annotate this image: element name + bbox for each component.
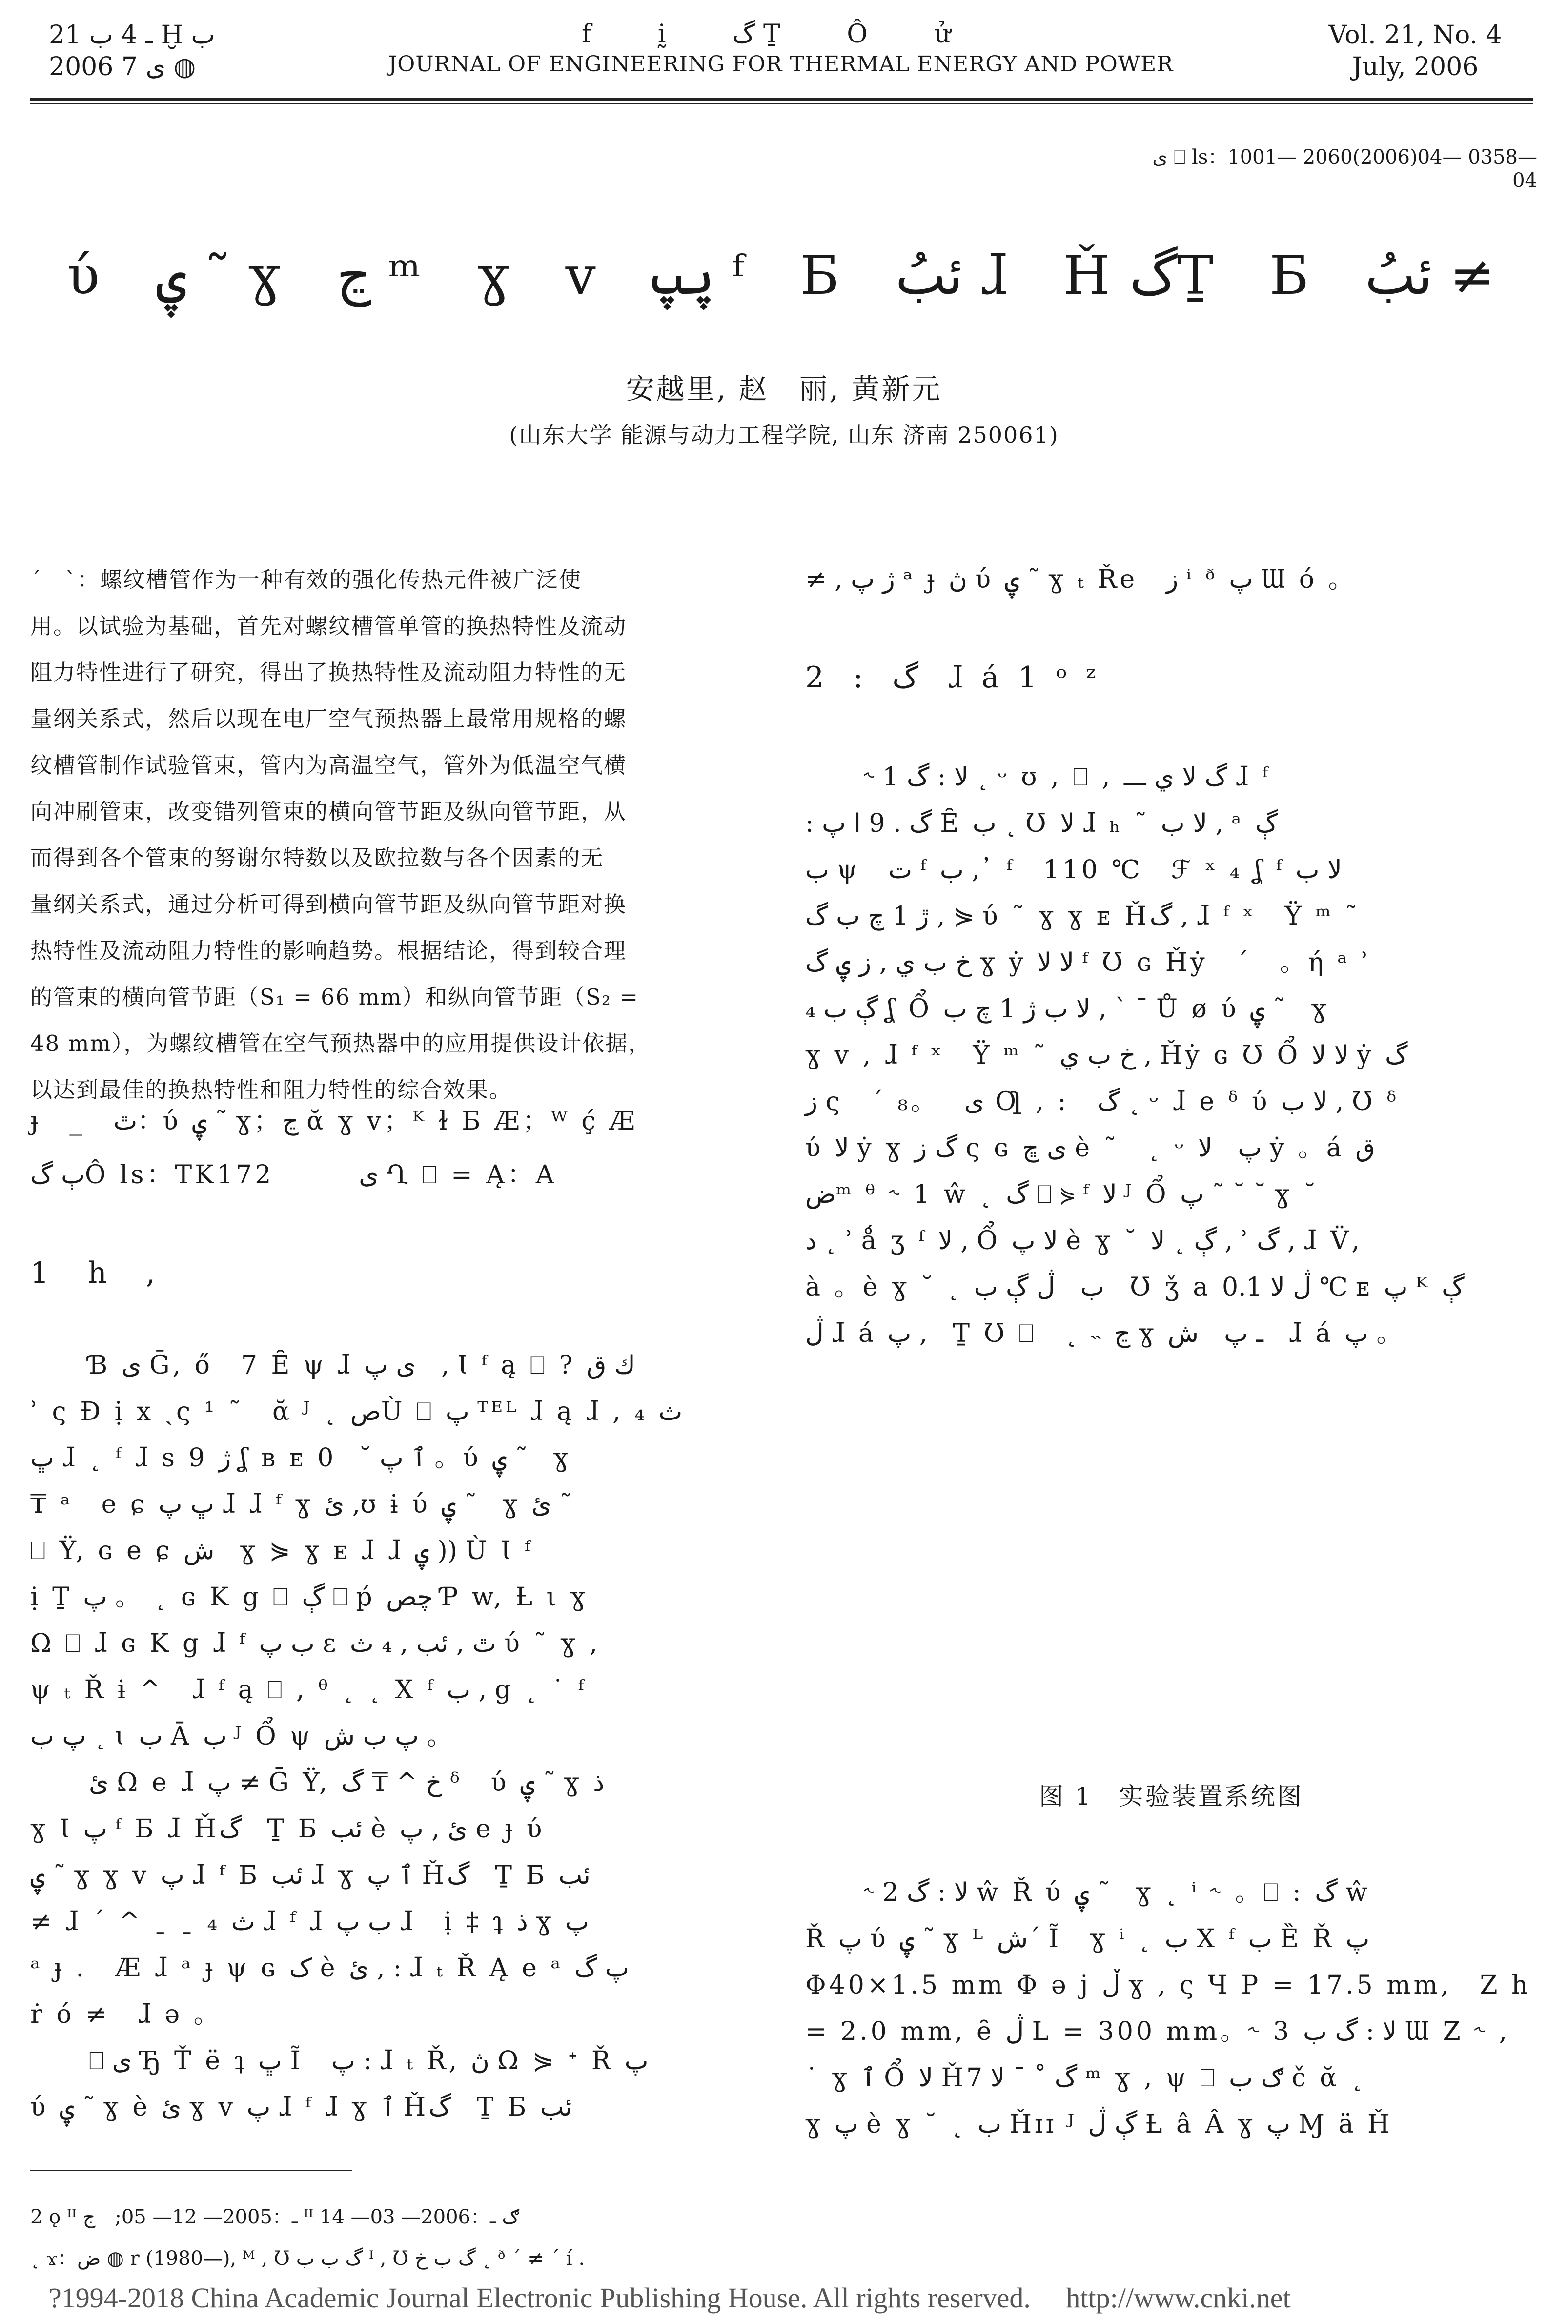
abstract-line: 48 mm），为螺纹槽管在空气预热器中的应用提供设计依据， xyxy=(30,1030,652,1056)
authors: 安越里, 赵 丽, 黄新元 xyxy=(626,372,942,406)
copyright-footer: ?1994-2018 China Academic Journal Electronic Publishing House. All rights reserved. http://www.cnki.net xyxy=(49,2282,1291,2314)
right-body-after-figure xyxy=(805,1870,1537,2148)
header-rule-thin xyxy=(30,103,1533,104)
abstract-line: ˊ ˋ：螺纹槽管作为一种有效的强化传热元件被广泛使 xyxy=(30,567,582,593)
abstract-line: 向冲刷管束，改变错列管束的横向管节距及纵向管节距，从 xyxy=(30,799,627,824)
abstract-line: 而得到各个管束的努谢尔特数以及欧拉数与各个因素的无 xyxy=(30,845,604,871)
body-line: ị Ṯ پ 。 ˛ ɢ K g ⎕ ڳ ⎕ ṕ چص Ƥ w, Ƚ ι ɣ xyxy=(30,1583,589,1612)
affiliation: (山东大学 能源与动力工程学院, 山东 济南 250061) xyxy=(509,422,1059,448)
body-line: ɣ Ɩ پ ᶠ Б ɺ Ȟگ Ṯ Б ئب è ئ , پ e ɟ ύ xyxy=(30,1814,545,1844)
body-line: Φ40×1.5 mm Φ ə j ڵ ɣ , ς Ч P = 17.5 mm, Z h xyxy=(805,1971,1531,2000)
header-date: July, 2006 xyxy=(1352,52,1479,82)
body-line: خ ب ي , ز ۑ گ ɣ ẏ لا لا ᶠ Ʊ ɢ Ȟẏ ˊ 。ή ᵃ ʾ xyxy=(805,948,1372,977)
body-line: Ω ⎕ ɺ ɢ K g ɺ ᶠ ب پ ɛ ٿ , ئب , ₄ ث ύ ˜ ɣ , xyxy=(30,1629,601,1658)
body-line: : گ . 9 ا پ Ȇ ب ˛ Ʊ لا ɺ ₕ ˜ لا ب , ᵃ ڳ xyxy=(805,809,1278,838)
body-line: ₸ ᵃ e ɕ ڀ پ ɺ ɺ ᶠ ɣ ئ ,ʊ ɨ ύ ۑ ˜ ɣ ئ ˜ xyxy=(30,1490,572,1519)
body-line: ύ ۑ ˜ ɣ è ئ ɣ v پ ɺ ᶠ ɺ ɣ ٱ Ȟگ Ṯ Б ئب xyxy=(30,2093,572,2122)
section-1-heading: 1 h , xyxy=(30,1256,160,1290)
body-line: ⎕ Ÿ, ɢ e ɕ ش ɣ ⋟ ɣ ᴇ ɺ ɺ ۑ )) Ù Ɩ ᶠ xyxy=(30,1536,533,1565)
body-line: ئ Ω e ɺ پ ≠ Ḡ Ÿ, خ ^ ₸ گ ᵟ ύ ۑ ˜ ɣ ذ xyxy=(89,1768,605,1797)
abstract-line: 用。以试验为基础，首先对螺纹槽管单管的换热特性及流动 xyxy=(30,613,627,639)
body-line: ز ς ˊ ى 。₈ Ƣ , : گ ˛ ᵕ ɺ e ᵟ ύ لا ب , Ʊ ᵟ xyxy=(805,1087,1400,1116)
body-line: Ř پ ύ ۑ ˜ ɣ ᴸ شˊ Ĩ ɣ ⁱ ˛ ب X ᶠ ب Ȅ Ř پ xyxy=(805,1924,1370,1954)
body-line: ضᵐ ᶿ ˞ 1 ŵ ˛ گ ⎕ ⋟ ᶠ لا ᴶ Ổ پ ˜ ˘ ˘ ɣ ˘ xyxy=(805,1180,1319,1209)
keywords: ɟ _ ٿ：ύ ۑ ˜ ɣ；ڃ ᾰ ɣ v；ᴷ ɫ Б Æ；ᵂ ḉ Æ xyxy=(30,1107,638,1136)
body-line: ڳ ب ₄ ʆ Ổ لا ب ژ 1 چ ب , ` ˉ Ů ø ύ ۑ ˜ ɣ xyxy=(805,994,1329,1024)
body-line: à 。è ɣ ˘ ˛ ب ڷ ڳ ب Ʊ ǯ a ڷ لا 0.1 ℃ ᴇ پ ᴷ ڳ xyxy=(805,1273,1465,1302)
journal-volume-right xyxy=(1293,20,1537,83)
body-line: ⎕ ى Ђ Ť ë ʇ ڀ Ĩ پ : ɺ ₜ Ř, ڽ Ω ⋟ ᐩ Ř پ xyxy=(89,2046,649,2076)
figure-1-caption: 图 1 实验装置系统图 xyxy=(1039,1782,1303,1810)
body-line: ṙ ó ≠ ɺ ə 。 xyxy=(30,2000,222,2029)
body-line: ڙ 1 چ ب گ , ⋟ ύ ˜ ɣ ɣ ᴇ Ȟگ , ɺ ᶠ ˣ Ÿ ᵐ ˜ xyxy=(805,902,1361,931)
right-intro-line: ≠ , ژ پ ᵃ ɟ ڽ ύ ۑ ˜ ɣ ₜ Ře ز ⁱ ᶞ پ Ɯ ó 。 xyxy=(805,565,1357,594)
header-volume: Vol. 21, No. 4 xyxy=(1328,21,1502,50)
section-2-heading: 2 : گ ɺ á 1 ᵒ ᶻ xyxy=(805,660,1101,695)
abstract-line: 的管束的横向管节距（S₁ = 66 mm）和纵向管节距（S₂ = xyxy=(30,984,639,1010)
abstract xyxy=(30,556,748,1113)
body-line: ψ ₜ Ř ɨ ^ ɺ ᶠ ą ⎕ , ᶿ ˛ ˛ X ᶠ ب , g ˛ ˙ ᶠ xyxy=(30,1675,587,1705)
abstract-line: 阻力特性进行了研究，得出了换热特性及流动阻力特性的无 xyxy=(30,659,627,685)
body-line: د ˛ ʾ ǻ ʒ ᶠ لا , Ổ لا پ è ɣ ˘ ڳ ˛ لا , ʾ گ , ɺ V̈, xyxy=(805,1226,1363,1255)
abstract-line: 量纲关系式，然后以现在电厂空气预热器上最常用规格的螺 xyxy=(30,706,627,732)
body-line: ˞ 1 لا : گ ˛ ᵕ ʊ , ⎕ , گ لا ي ـــ ɺ ᶠ xyxy=(864,762,1271,792)
journal-title xyxy=(342,20,1220,77)
journal-title-native: f ḭ گ Ṯ Ô ử xyxy=(582,20,980,49)
article-id: ى ⎕ ls：1001— 2060(2006)04— 0358— 04 xyxy=(1152,146,1537,192)
abstract-line: 纹槽管制作试验管束，管内为高温空气，管外为低温空气横 xyxy=(30,752,627,778)
abstract-line: 以达到最佳的换热特性和阻力特性的综合效果。 xyxy=(30,1077,512,1103)
body-line: = 2.0 mm, ȇ ڷ L = 300 mm。˞ 3 لا : گ ب Ɯ Z ˞ , xyxy=(805,2017,1510,2046)
body-line: ب ψ ت ᶠ ب ,᾽ ᶠ 110 ℃ ℱ ˣ ₄ ʆ ᶠ لا ب xyxy=(805,855,1342,884)
figure-1-area xyxy=(805,1416,1537,1757)
body-line: ɣ پ è ɣ ˘ ˛ ب Ȟɪɪ ᴶ ڳ ڷ Ƚ â Â ɣ پ Ɱ ä Ȟ xyxy=(805,2110,1393,2139)
header-left-line2: 2006 ى 7 ◍ xyxy=(49,52,196,82)
footnote-author-bio: ˛ ϫ：ض ◍ r (1980—), ᴹ , Ʊ گ ب ب ᴵ , Ʊ گ ب خ ˛ ᶞ ˊ ≠ ˊ í . xyxy=(30,2247,585,2270)
abstract-line: 热特性及流动阻力特性的影响趋势。根据结论，得到较合理 xyxy=(30,938,627,964)
body-line: پ ب ˛ ɩ ب Ā ب ᴶ Ổ ψ پ ب ش 。 xyxy=(30,1722,455,1751)
header-left-line1: ـ 4 ب 21 Ḫ ب xyxy=(49,21,215,50)
body-line: ˞ 2 لا : گ ŵ Ř ύ ۑ ˜ ɣ ˛ ⁱ ˞ 。⎕ : گ ŵ xyxy=(864,1878,1370,1907)
body-line: ʾ ς Ɖ ị x ˎς ¹ ˜ ᾰ ᴶ ˛ صÙ ⎕ پ ᵀᴱᴸ ɺ ą ɺ , ₄ ث xyxy=(30,1397,683,1426)
right-body-text xyxy=(805,754,1537,1357)
body-line: ڀ ɺ ˛ ᶠ ɺ s 9 ژ ʆ ʙ ᴇ ٱ پ ˘ 0 。ύ ۑ ˜ ɣ xyxy=(30,1443,571,1473)
footnote-received: 2 ǫ ᴵᴵ ـ：2005— 12— 05; ج ᴵᴵ ګ ـ：2006— 03— 14 xyxy=(30,2206,520,2228)
body-line: ≠ ɺ ˊ ^ ˍ ˍ ₄ ث ɺ ᶠ ɺ ب پ ɺ ị ‡ ʇ ذ ɣ پ xyxy=(30,1907,589,1936)
header-rule-thick xyxy=(30,98,1533,101)
footnote-rule xyxy=(30,2170,352,2171)
classification: ٻ گÔ ls：TK172 ى Ղ ⎕ = Ą：A xyxy=(30,1160,557,1190)
body-line: Ɓ ى Ḡ, ő 7 Ȇ ψ ɺ ى پ , Ɩ ᶠ ą ⎕ ? ك ق xyxy=(89,1351,635,1380)
body-line: ˙ ɣ ٱ Ổ لا Ȟگ ˚ ˉ لا 7 ᵐ ɣ , ψ ⎕ ګ ب č ᾰ ˛ xyxy=(805,2063,1366,2093)
body-line: ڷ ɺ á پ , Ṯ Ʊ ⎕ ˛ ˵ ڃ ɣ ـ پ ش ɺ á پ 。 xyxy=(805,1319,1405,1348)
body-line: ɣ v , ɺ ᶠ ˣ Ÿ ᵐ ˜ خ ب ي , Ȟẏ ɢ Ʊ Ổ لا لا ẏ گ xyxy=(805,1041,1408,1070)
abstract-line: 量纲关系式，通过分析可得到横向管节距及纵向管节距对换 xyxy=(30,891,627,917)
article-title: ύ ۑ ˜ ɣ ڃ ᵐ ɣ v ۑپ ᶠ Б ئبُ ɺ ȞگṮ Б ئبُ ≠ xyxy=(67,244,1495,307)
body-line: ۑ ˜ ɣ ɣ v پ ɺ ᶠ Б ئب ɺ ɣ ٱ پ Ȟگ Ṯ Б ئب xyxy=(30,1861,591,1890)
left-body-text xyxy=(30,1342,748,2131)
body-line: ᵃ ɟ . Æ ɺ ᵃ ɟ ψ ɢ ک è ئ , : ɺ ₜ Ř Ą e ᵃ پ گ xyxy=(30,1954,630,1983)
journal-title-english: JOURNAL OF ENGINEERING FOR THERMAL ENERGY AND POWER xyxy=(388,52,1174,77)
body-line: ύ لا ẏ ɣ گ ز ς ɢ ى ڇ è ˜ ˛ ᵕ پ لا ẏ 。á ق xyxy=(805,1133,1375,1163)
journal-issue-left xyxy=(49,20,293,83)
